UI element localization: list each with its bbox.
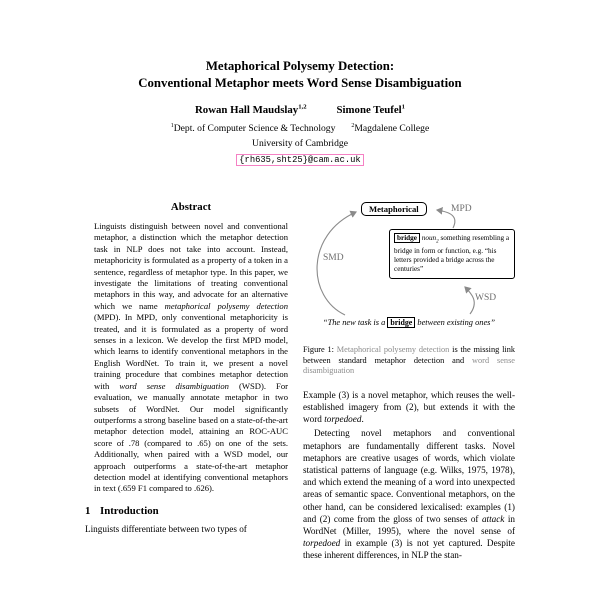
wordnet-sense-box	[389, 229, 515, 279]
title-block	[85, 58, 515, 167]
author-2-affil-marker: 1	[401, 103, 405, 111]
wsd-arrow	[465, 287, 474, 314]
affiliation-1	[171, 123, 336, 134]
sense-pos-text: noun	[421, 234, 437, 242]
section-number: 1	[85, 504, 91, 517]
paper-title-line2: Conventional Metaphor meets Word Sense Disambiguation	[138, 75, 462, 90]
affiliation-2-text: Magdalene College	[354, 123, 430, 134]
section-title: Introduction	[100, 504, 159, 517]
author-1-name: Rowan Hall Maudslay	[195, 104, 299, 116]
wsd-label: WSD	[475, 293, 497, 303]
affiliation-1-marker: 1	[170, 122, 174, 129]
email-link[interactable]: {rh635,sht25}@cam.ac.uk	[236, 154, 363, 166]
affiliation-2-marker: 2	[351, 122, 355, 129]
right-column	[303, 201, 515, 562]
sense-number: 2	[436, 239, 439, 245]
metaphorical-node: Metaphorical	[361, 202, 427, 216]
abstract-heading: Abstract	[170, 201, 212, 213]
affiliation-line	[85, 123, 515, 134]
section-heading-introduction	[85, 505, 297, 517]
figure-1-diagram	[303, 201, 515, 335]
affiliation-2	[351, 123, 429, 134]
sentence-post: between existing ones”	[415, 318, 496, 327]
intro-first-line: Linguists differentiate between two types of	[85, 523, 247, 534]
sentence-target-word: bridge	[387, 317, 415, 328]
affiliation-1-text: Dept. of Computer Science & Technology	[173, 123, 336, 134]
university-line: University of Cambridge	[252, 138, 348, 149]
figure-1-caption: Figure 1: Metaphorical polysemy detection is the missing link between standard metaphor detection and word sense disambiguation	[303, 345, 515, 376]
example-sentence	[303, 317, 515, 328]
author-1	[195, 104, 307, 116]
abstract-text: Linguists distinguish between novel and conventional metaphor, a distinction which the metaphor detection task in NLP does not take into account. Instead, metaphoricity is formulated as a property of a token in a sentence, regardless of metaphor type. In this paper, we investigate the limitations of treating conventional metaphors in this way, and advocate for an alternative which we name metaphorical polysemy detection (MPD). In MPD, only conventional metaphoricity is treated, and it is formulated as a property of word senses in a lexicon. We develop the first MPD model, which learns to identify conventional metaphors in the English WordNet. To train it, we present a novel training procedure that combines metaphor detection with word sense disambiguation (WSD). For evaluation, we manually annotate metaphor in two subsets of WordNet. Our model significantly outperforms a strong baseline based on a state-of-the-art metaphor detection model, attaining an ROC-AUC score of .78 (compared to .65) on one of the sets. Additionally, when paired with a WSD model, our approach outperforms a state-of-the-art metaphor detection model at identifying conventional metaphors in text (.659 F1 compared to .626).	[94, 221, 288, 494]
sentence-pre: “The new task is a	[322, 318, 388, 327]
left-column	[85, 201, 297, 535]
author-2	[337, 104, 405, 116]
smd-label: SMD	[323, 253, 344, 263]
author-2-name: Simone Teufel	[336, 104, 402, 116]
paper-title-line1: Metaphorical Polysemy Detection:	[205, 59, 395, 73]
figure-1	[303, 201, 515, 377]
sense-gloss: something resembling a bridge in form or function, e.g. “his letters provided a bridge across the centuries”	[394, 234, 510, 274]
sense-word: bridge	[394, 233, 420, 243]
paper-title	[85, 58, 515, 91]
body-paragraph-1: Example (3) is a novel metaphor, which reuses the well-established imagery from (2), but extends it with the word torpedoed.	[303, 389, 515, 425]
email-row	[85, 149, 515, 167]
sense-pos	[421, 234, 439, 245]
author-1-affil-marker: 1,2	[298, 103, 307, 111]
body-paragraph-2: Detecting novel metaphors and conventional metaphors are fundamentally different tasks. Novel metaphors are creative usages of words, which violate statistical patterns of language (e.g. Wilks, 1975, 1978), and which extend the meaning of a word into unexpected areas of semantic space. Conventional metaphors, on the other hand, can be considered lexicalised: examples (1) and (2) come from the gloss of two senses of attack in WordNet (Miller, 1995), where the novel sense of torpedoed in example (3) is not yet captured. Despite these inherent differences, in NLP the stan-	[303, 428, 515, 561]
authors-line	[85, 104, 515, 116]
smd-arrow	[317, 212, 356, 315]
mpd-label: MPD	[451, 204, 472, 214]
